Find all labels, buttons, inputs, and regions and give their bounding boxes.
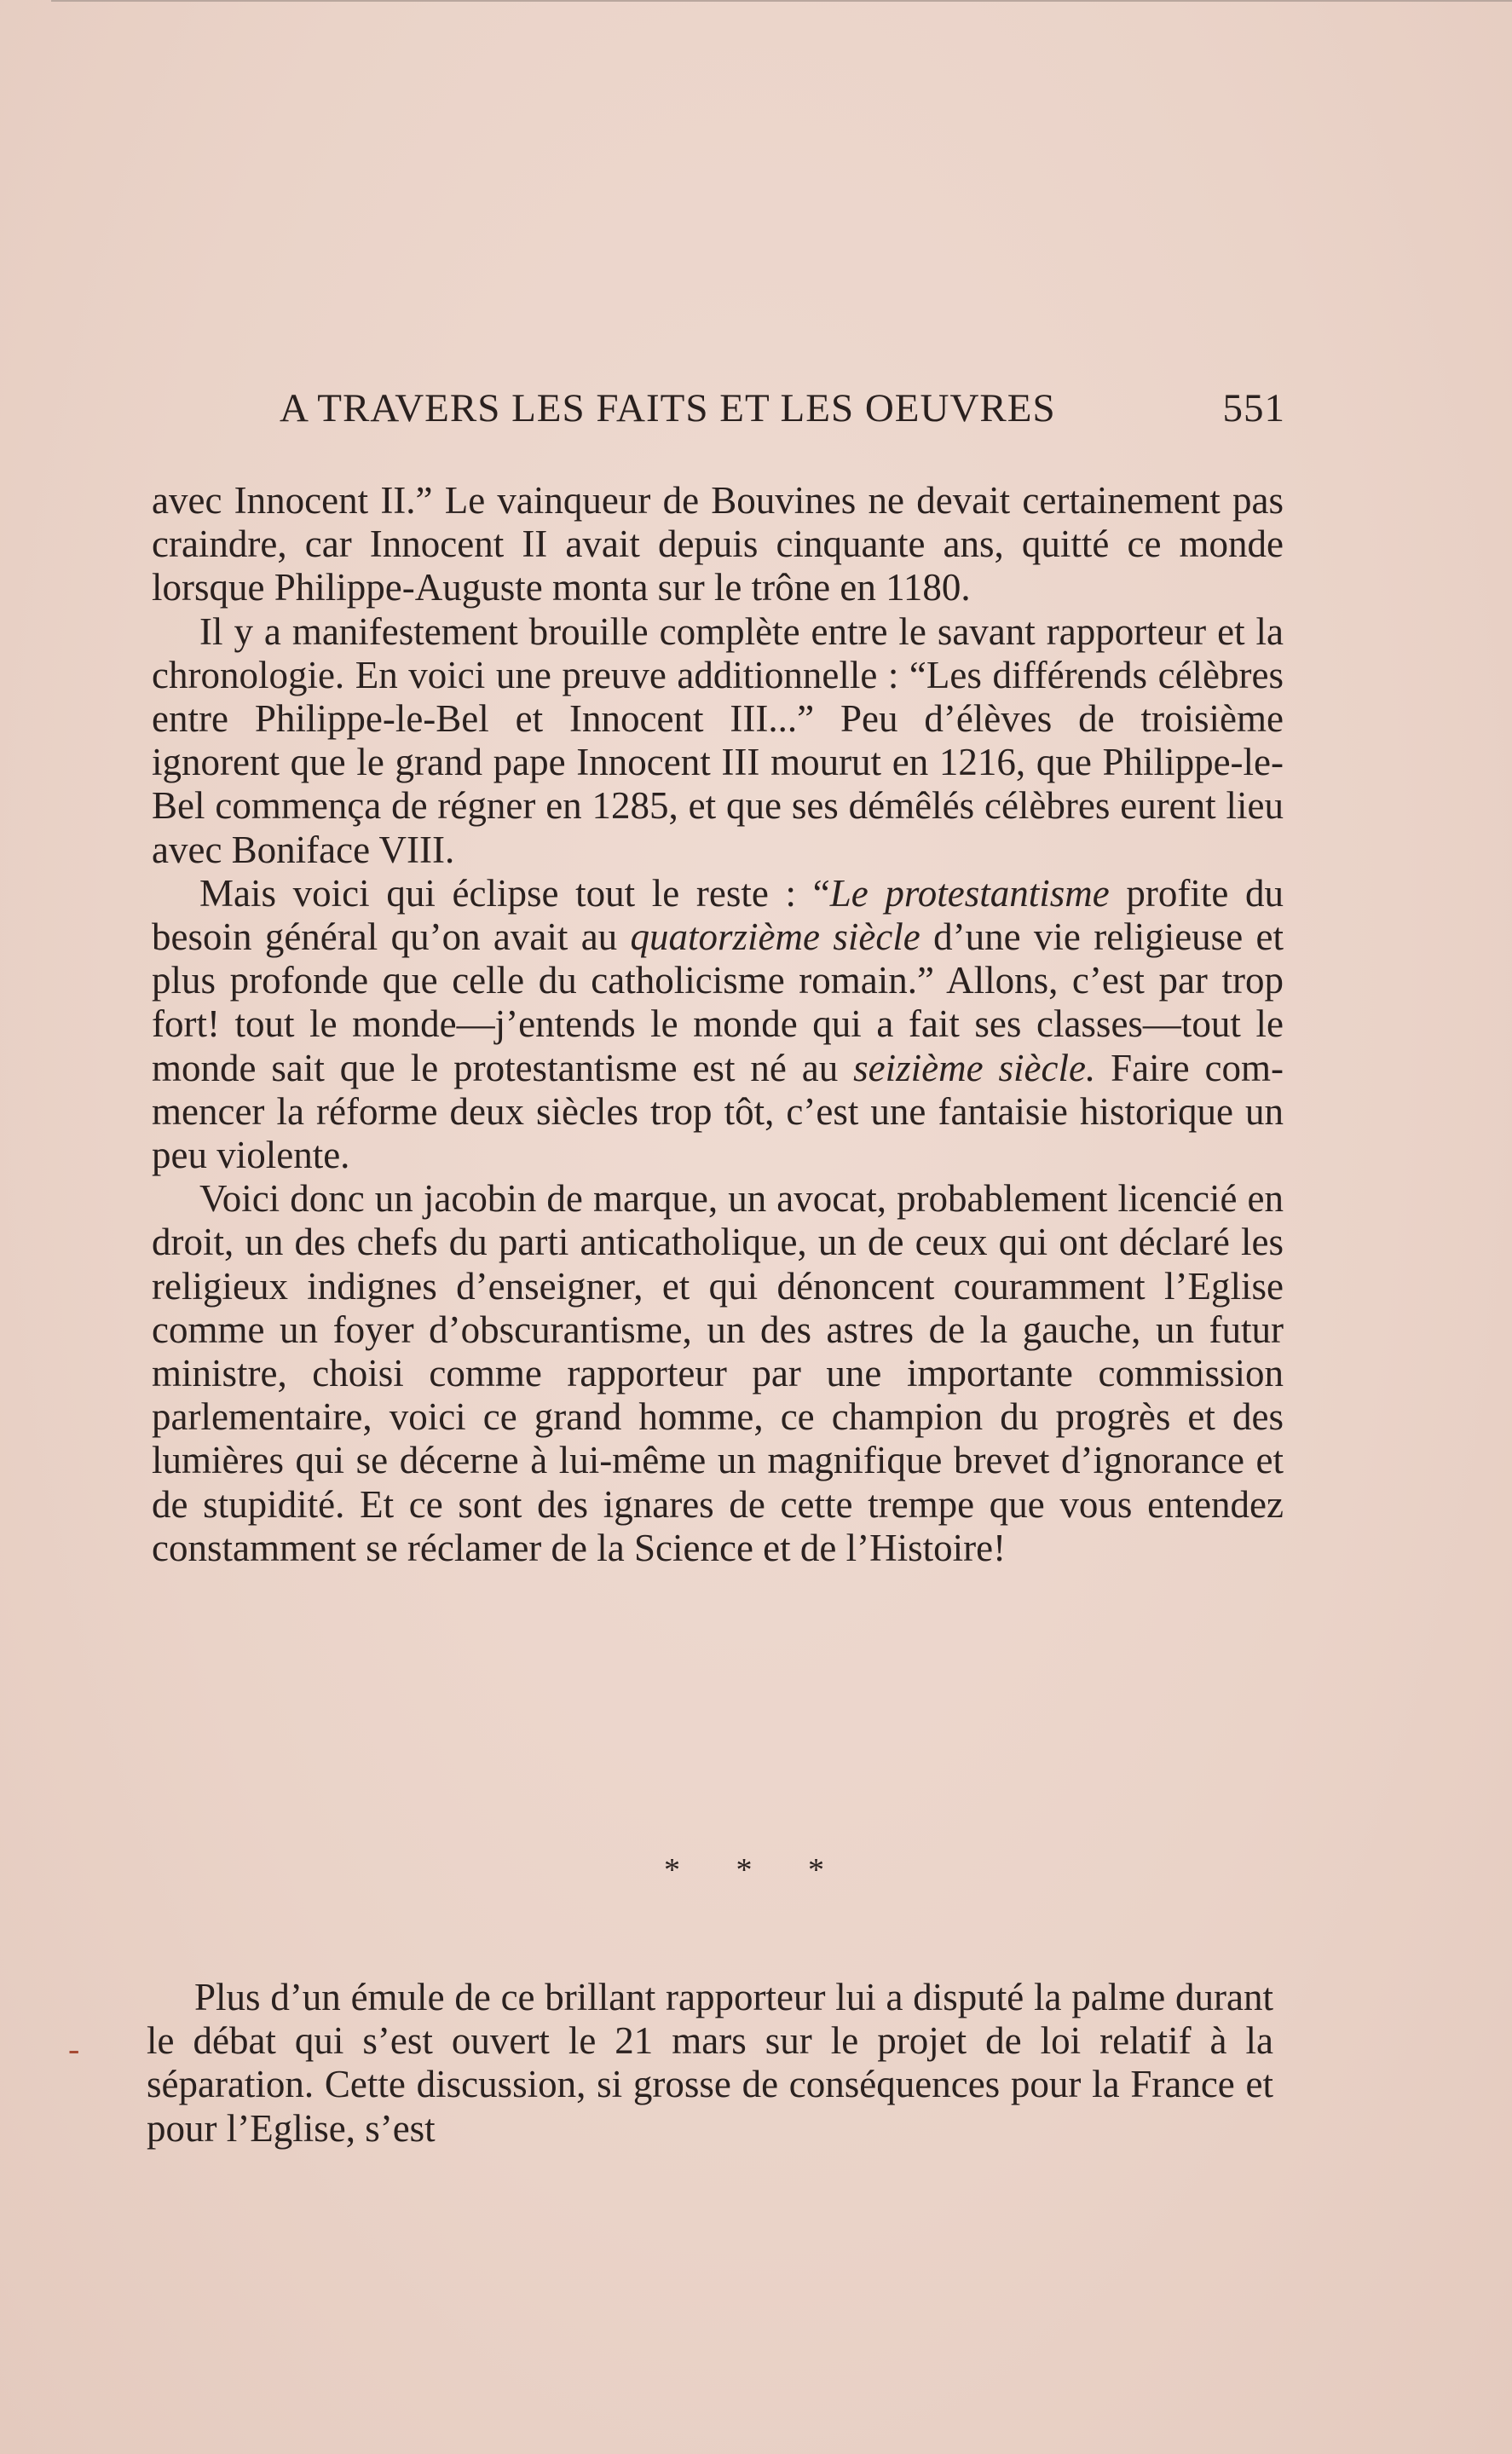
running-head (280, 385, 1285, 436)
paragraph-3-text-4: Faire commencer la réforme deux siècles trop tôt, c’est une fantaisie historique un peu violente. (152, 1046, 1284, 1177)
paragraph-3-italic-1: Le protestantisme (829, 871, 1110, 915)
paragraph-3-italic-3: seizième siècle. (853, 1046, 1096, 1089)
paragraph-4: Voici donc un jacobin de marque, un avocat, probablement licencié en droit, un des chefs du parti anticatholique, un de ceux qui ont déclaré les religieux indignes d’enseigner, et qui dénoncent couramment l’Eglise comme un foyer d’obscurantisme, un des astres de la gauche, un futur ministre, choisi comme rapporteur par une importante commission parlementaire, voici ce grand homme, ce champion du progrès et des lumières qui se décerne à lui-même un magnifique brevet d’ignorance et de stupidité. Et ce sont des ignares de cette trempe que vous entendez constamment se réclamer de la Science et de l’Histoire! (152, 1177, 1284, 1569)
second-section-text (147, 1976, 1273, 2151)
paragraph-3-italic-2: quatorzième siècle (630, 915, 920, 959)
page-number: 551 (1222, 386, 1285, 430)
paragraph-3-text-1: Mais voici qui éclipse tout le reste : “ (199, 871, 830, 915)
paragraph-3 (152, 872, 1284, 1177)
page-edge (51, 0, 1512, 7)
main-text (152, 479, 1284, 1570)
paragraph-3-text-2: profite du besoin général qu’on avait au (152, 871, 1284, 959)
margin-mark: - (68, 2030, 80, 2068)
paragraph-5: Plus d’un émule de ce brillant rapporteur lui a disputé la palme durant le débat qui s’est ouvert le 21 mars sur le projet de loi relatif à la séparation. Cette discussion, si grosse de conséquences pour la France et pour l’Eglise, s’est (147, 1976, 1273, 2150)
paragraph-2: Il y a manifestement brouille complète entre le savant rapporteur et la chronologie. En voici une preuve additionnelle : “Les différends célèbres entre Philippe-le-Bel et Innocent III...” Peu d’élèves de troisième ignorent que le grand pape Innocent III mourut en 1216, que Philippe-le-Bel commença de régner en 1285, et que ses démêlés célèbres eurent lieu avec Boniface VIII. (152, 609, 1284, 871)
paragraph-3-text-3: d’une vie religieuse et plus profonde que celle du catholicisme romain.” Allons, c’est par trop fort! tout le monde—j’entends le monde qui a fait ses classes—tout le monde sait que le protestantisme est né au (152, 915, 1284, 1089)
paragraph-1: avec Innocent II.” Le vainqueur de Bouvines ne devait certainement pas craindre, car Innocent II avait depuis cinquante ans, quitté ce monde lorsque Philippe-Auguste monta sur le trône en 1180. (152, 479, 1284, 609)
section-separator: * * * (664, 1852, 848, 1888)
running-title: A TRAVERS LES FAITS ET LES OEUVRES (280, 386, 1056, 430)
